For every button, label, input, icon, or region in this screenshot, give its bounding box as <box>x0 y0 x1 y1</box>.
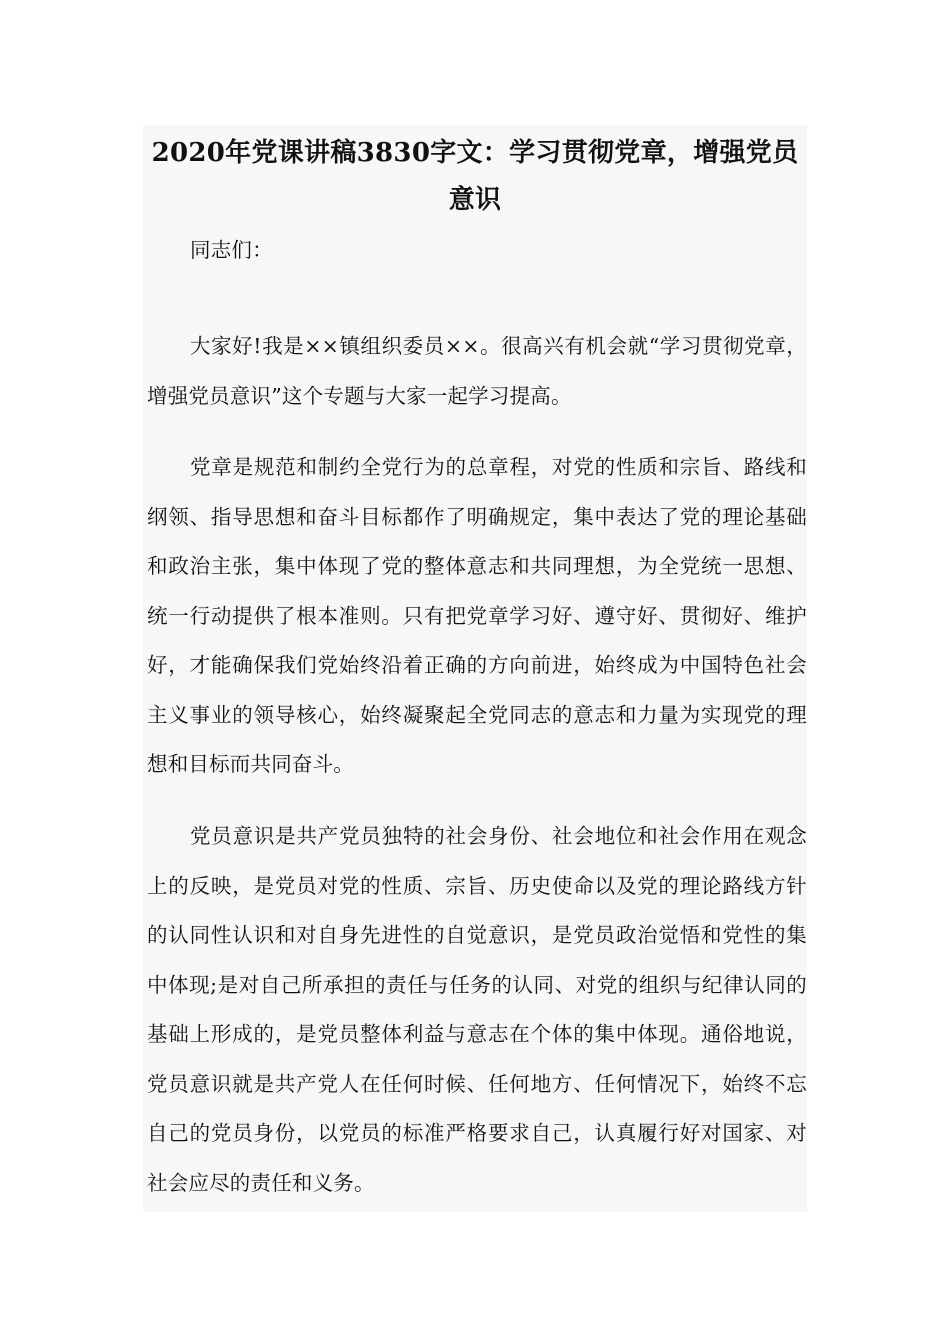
body-paragraph-party-member-awareness: 党员意识是共产党员独特的社会身份、社会地位和社会作用在观念上的反映，是党员对党的性质、宗旨、历史使命以及党的理论路线方针的认同性认识和对自身先进性的自觉意识，是党员政治觉悟和党性的集中体现;是对自己所承担的责任与任务的认同、对党的组织与纪律认同的基础上形成的，是党员整体利益与意志在个体的集中体现。通俗地说，党员意识就是共产党人在任何时候、任何地方、任何情况下，始终不忘自己的党员身份，以党员的标准严格要求自己，认真履行好对国家、对社会应尽的责任和义务。 <box>147 824 807 1195</box>
intro-paragraph: 大家好!我是××镇组织委员××。很高兴有机会就“学习贯彻党章，增强党员意识”这个专题与大家一起学习提高。 <box>147 334 807 408</box>
document-title: 2020年党课讲稿3830字文：学习贯彻党章，增强党员意识 <box>151 138 799 215</box>
body-paragraph-party-constitution: 党章是规范和制约全党行为的总章程，对党的性质和宗旨、路线和纲领、指导思想和奋斗目标都作了明确规定，集中表达了党的理论基础和政治主张，集中体现了党的整体意志和共同理想，为全党统一思想、统一行动提供了根本准则。只有把党章学习好、遵守好、贯彻好、维护好，才能确保我们党始终沿着正确的方向前进，始终成为中国特色社会主义事业的领导核心，始终凝聚起全党同志的意志和力量为实现党的理想和目标而共同奋斗。 <box>147 455 807 776</box>
greeting-paragraph: 同志们： <box>190 238 273 262</box>
